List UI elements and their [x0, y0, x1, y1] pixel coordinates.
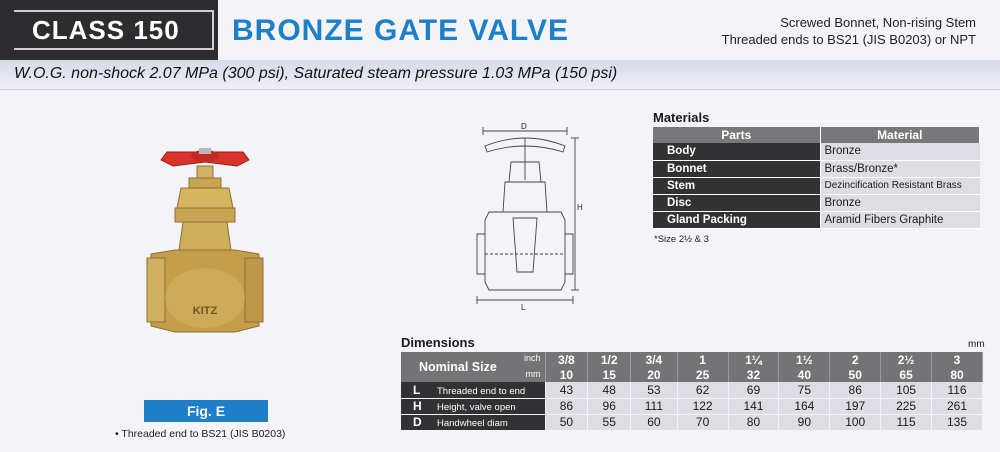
material-part: Bonnet — [653, 160, 820, 177]
size-inch: 3 — [932, 352, 983, 367]
nominal-size-label: Nominal Size — [419, 360, 497, 374]
size-inch: 1 — [677, 352, 728, 367]
valve-photo — [145, 138, 265, 386]
dim-label-h: H — [577, 203, 583, 212]
dimension-value: 86 — [830, 382, 881, 398]
size-inch: 3/8 — [545, 352, 588, 367]
dimension-key-cell — [401, 398, 545, 414]
dimension-value: 164 — [779, 398, 830, 414]
dimension-value: 225 — [881, 398, 932, 414]
dimensions-title: Dimensions — [401, 335, 475, 350]
size-inch: 3/4 — [631, 352, 678, 367]
valve-section-drawing — [475, 122, 585, 312]
product-title: BRONZE GATE VALVE — [232, 14, 570, 47]
dimension-value: 141 — [728, 398, 779, 414]
dim-label-d: D — [521, 122, 527, 131]
table-row — [653, 177, 980, 194]
figure-note: • Threaded end to BS21 (JIS B0203) — [115, 428, 286, 440]
dimension-value: 55 — [588, 414, 631, 430]
pressure-rating-text: W.O.G. non-shock 2.07 MPa (300 psi), Saturated steam pressure 1.03 MPa (150 psi) — [14, 65, 618, 82]
materials-header-material: Material — [820, 127, 980, 143]
dimension-value: 80 — [728, 414, 779, 430]
table-row — [653, 143, 980, 160]
dimension-value: 50 — [545, 414, 588, 430]
size-inch: 1½ — [779, 352, 830, 367]
size-mm: 65 — [881, 367, 932, 382]
size-mm: 25 — [677, 367, 728, 382]
dimensions-inch-row — [401, 352, 983, 367]
header-spec — [722, 14, 976, 48]
figure-label: Fig. E — [144, 400, 268, 422]
size-mm: 80 — [932, 367, 983, 382]
material-value: Aramid Fibers Graphite — [820, 211, 980, 228]
size-mm: 40 — [779, 367, 830, 382]
dimension-key: L — [413, 382, 421, 397]
size-inch: 2 — [830, 352, 881, 367]
dimension-value: 100 — [830, 414, 881, 430]
size-mm: 20 — [631, 367, 678, 382]
dimension-value: 70 — [677, 414, 728, 430]
material-part: Body — [653, 143, 820, 160]
dimension-value: 122 — [677, 398, 728, 414]
dimension-value: 135 — [932, 414, 983, 430]
dimension-key: D — [413, 415, 422, 429]
materials-table — [653, 127, 980, 229]
dimension-value: 90 — [779, 414, 830, 430]
header-spec-line2: Threaded ends to BS21 (JIS B0203) or NPT — [721, 32, 976, 47]
material-value: Bronze — [820, 194, 980, 211]
dimension-value: 115 — [881, 414, 932, 430]
dimension-key: H — [413, 399, 422, 413]
materials-note: *Size 2½ & 3 — [654, 234, 709, 245]
dimension-value: 53 — [631, 382, 678, 398]
dimension-value: 75 — [779, 382, 830, 398]
table-row — [401, 414, 983, 430]
handwheel-icon — [161, 148, 249, 166]
nominal-size-header — [401, 352, 545, 382]
dimension-desc: Threaded end to end — [437, 385, 526, 397]
material-value: Brass/Bronze* — [820, 160, 980, 177]
dimension-value: 86 — [545, 398, 588, 414]
materials-header-row — [653, 127, 980, 143]
dimension-value: 116 — [932, 382, 983, 398]
dimensions-table — [401, 352, 983, 431]
size-inch: 2½ — [881, 352, 932, 367]
table-row — [653, 160, 980, 177]
dimension-desc: Handwheel diam — [437, 418, 508, 429]
size-mm: 50 — [830, 367, 881, 382]
table-row — [401, 398, 983, 414]
material-part: Stem — [653, 177, 820, 194]
dimension-value: 96 — [588, 398, 631, 414]
dimension-value: 48 — [588, 382, 631, 398]
material-part: Gland Packing — [653, 211, 820, 228]
brand-stamp: KITZ — [192, 305, 218, 317]
materials-header-parts: Parts — [653, 127, 820, 143]
material-value: Bronze — [820, 143, 980, 160]
mm-unit-label: mm — [525, 369, 541, 379]
size-mm: 15 — [588, 367, 631, 382]
dimension-value: 69 — [728, 382, 779, 398]
dimension-value: 62 — [677, 382, 728, 398]
dimension-value: 60 — [631, 414, 678, 430]
class-label: CLASS 150 — [14, 10, 214, 50]
dimension-desc: Height, valve open — [437, 402, 516, 413]
size-mm: 32 — [728, 367, 779, 382]
size-inch: 1/2 — [588, 352, 631, 367]
dimension-value: 111 — [631, 398, 678, 414]
table-row — [653, 211, 980, 228]
materials-title: Materials — [653, 110, 710, 125]
material-part: Disc — [653, 194, 820, 211]
inch-unit-label: inch — [523, 353, 541, 363]
dimensions-unit: mm — [968, 339, 985, 350]
material-value: Dezincification Resistant Brass — [820, 177, 980, 194]
dimension-key-cell — [401, 382, 545, 398]
pressure-rating-bar — [0, 60, 1000, 90]
dimension-value: 105 — [881, 382, 932, 398]
size-mm: 10 — [545, 367, 588, 382]
dimension-value: 43 — [545, 382, 588, 398]
dimension-value: 261 — [932, 398, 983, 414]
table-row — [401, 382, 983, 398]
dim-label-l: L — [521, 303, 526, 312]
dimension-value: 197 — [830, 398, 881, 414]
dimension-key-cell — [401, 414, 545, 430]
table-row — [653, 194, 980, 211]
header-spec-line1: Screwed Bonnet, Non-rising Stem — [780, 15, 976, 30]
size-inch: 1¼ — [728, 352, 779, 367]
